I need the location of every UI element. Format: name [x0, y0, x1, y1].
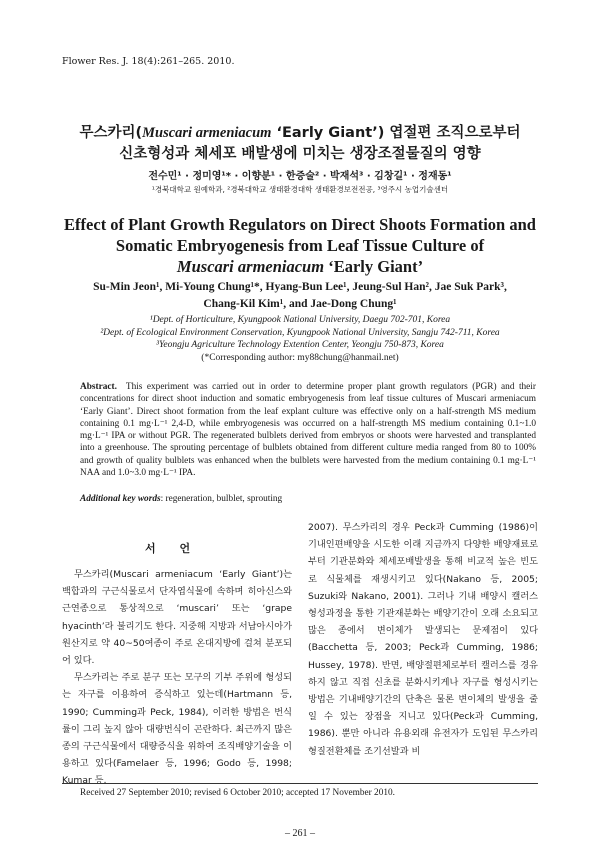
korean-affiliations: ¹경북대학교 원예학과, ²경북대학교 생태환경대학 생태환경보전전공, ³영주시 농업기술센터	[151, 185, 449, 194]
english-authors-line2: Chang-Kil Kim¹, and Jae-Dong Chung¹	[203, 298, 397, 310]
english-title-line1: Effect of Plant Growth Regulators on Direct Shoots Formation and	[64, 215, 536, 234]
korean-title-suffix: ‘Early Giant’) 엽절편 조직으로부터	[271, 125, 521, 141]
english-title	[0, 214, 600, 277]
english-authors	[0, 279, 600, 313]
korean-title-species: Muscari armeniacum	[142, 125, 272, 141]
korean-title	[0, 123, 600, 165]
right-column	[308, 519, 538, 760]
korean-authors: 전수민¹ · 정미영¹* · 이향분¹ · 한증술² · 박재석³ · 김창길¹ · 정재동¹	[148, 171, 452, 182]
left-column	[62, 566, 292, 790]
keywords-label: Additional key words	[80, 494, 161, 504]
affiliation-1: ¹Dept. of Horticulture, Kyungpook National University, Daegu 702-701, Korea	[149, 315, 451, 325]
corresponding-author: (*Corresponding author: my88chung@hanmail.net)	[201, 352, 399, 363]
keywords	[80, 494, 282, 504]
section-heading-introduction: 서 언	[145, 542, 201, 555]
english-title-line2: Somatic Embryogenesis from Leaf Tissue Culture of	[115, 236, 485, 255]
journal-citation: Flower Res. J. 18(4):261–265. 2010.	[62, 56, 235, 67]
received-dates: Received 27 September 2010; revised 6 October 2010; accepted 17 November 2010.	[80, 788, 395, 798]
right-paragraph: 2007). 무스카리의 경우 Peck과 Cumming (1986)이 기내인편배양을 시도한 이래 지금까지 다양한 배양재료로부터 기관분화와 체세포배발생을 통해 비교적 높은 빈도로 식물체를 재생시키고 있다(Nakano 등, 2005; Suzuki와 Nakano, 2001). 그러나 기내 배양시 캘러스 형성과정을 통한 기관재분화는 배양기간이 오래 소요되고 많은 종에서 변이체가 발생되는 문제점이 있다(Bacchetta 등, 2003; Peck과 Cumming, 1986; Hussey, 1978). 반면, 배양절편체로부터 캘러스를 경유하지 않고 직접 신초를 분화시키게나 자구를 형성시키는 방법은 기내배양기간의 단축은 물론 변이체의 발생을 줄일 수 있는 장점을 지니고 있다(Peck과 Cumming, 1986). 뿐만 아니라 유용외래 유전자가 도입된 무스카리 형질전환체를 조기선발과 비	[308, 522, 538, 757]
korean-title-prefix: 무스카리(	[79, 125, 143, 141]
keywords-text: : regeneration, bulblet, sprouting	[160, 494, 283, 504]
english-title-species: Muscari armeniacum	[176, 257, 325, 276]
abstract-text: This experiment was carried out in order to determine proper plant growth regulators (PGR) and their concentrations for direct shoot induction and somatic embryogenesis from leaf tissue cultures of Muscari armeniacum ‘Early Giant’. Direct shoot formation from the leaf explant culture was effective only on a half-strength MS medium containing 0.1 mg·L⁻¹ 2,4-D, while embryogenesis was occurred on a half-strength MS medium containing 0.1~1.0 mg·L⁻¹ IPA or without PGR. The regenerated bulblets derived from embryos or shoots were harvested and transplanted into a greenhouse. The sprouting percentage of bulblets obtained from different culture media ranged from 80 to 100% and growth of quality bulblets was enhanced when the bulblets were harvested from the medium containing 0.1 mg·L⁻¹ NAA and 1.0~3.0 mg·L⁻¹ IPA.	[80, 382, 536, 479]
left-paragraph-2: 무스카리는 주로 분구 또는 모구의 기부 주위에 형성되는 자구를 이용하여 증식하고 있는데(Hartmann 등, 1990; Cumming과 Peck, 1984), 이러한 방법은 번식률이 그리 높지 않아 대량번식이 곤란하다. 최근까지 많은 종의 구근식물에서 대량증식을 위하여 조직배양기술을 이용하고 있다(Famelaer 등, 1996; Godo 등, 1998; Kumar 등,	[62, 672, 292, 787]
affiliation-2: ²Dept. of Ecological Environment Conservation, Kyungpook National University, Sangju 742-711, Korea	[100, 327, 500, 338]
footer-divider	[62, 783, 538, 784]
english-authors-line1: Su-Min Jeon¹, Mi-Young Chung¹*, Hyang-Bun Lee¹, Jeung-Sul Han², Jae Suk Park³,	[93, 281, 507, 293]
affiliation-3: ³Yeongju Agriculture Technology Extention Center, Yeongju 750-873, Korea	[156, 340, 444, 350]
left-paragraph-1: 무스카리(Muscari armeniacum ‘Early Giant’)는 백합과의 구근식물로서 단자엽식물에 속하며 히아신스와 근연종으로 통상적으로 ‘muscari’ 또는 ‘grape hyacinth’라 불리기도 한다. 지중해 지방과 서남아시아가 원산지로 약 40~50여종이 주로 온대지방에 걸쳐 분포되어 있다.	[62, 569, 292, 667]
abstract-label: Abstract.	[80, 382, 117, 392]
english-title-cultivar: ‘Early Giant’	[324, 257, 424, 276]
abstract	[80, 381, 536, 479]
page-number: – 261 –	[285, 828, 315, 839]
korean-title-line2: 신초형성과 체세포 배발생에 미치는 생장조절물질의 영향	[119, 146, 481, 162]
english-affiliations	[0, 314, 600, 364]
